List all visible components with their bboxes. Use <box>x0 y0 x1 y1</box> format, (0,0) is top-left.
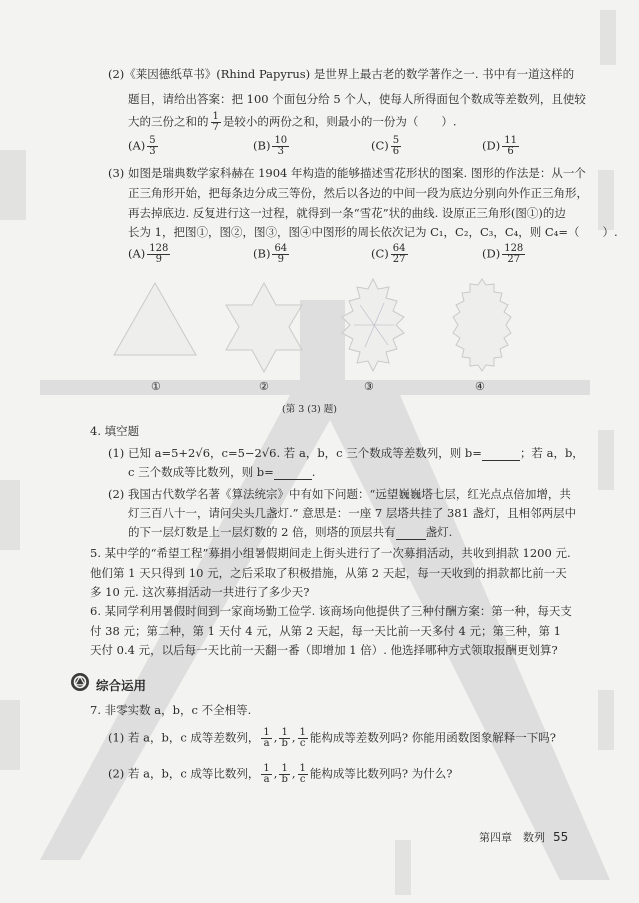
q3-3-line4: 长为 1，把图①，图②，图③，图④中图形的周长依次记为 C₁，C₂，C₃，C₄，则 C₄=（ ）. <box>128 225 618 239</box>
q3-2-line3 <box>128 112 457 133</box>
q6-line3: 天付 0.4 元，以后每一天比前一天翻一番（即增加 1 倍）. 他选择哪种方式领取报酬更划算? <box>90 643 558 657</box>
q3-2-option-a: (A) $\frac{5}{3}$ <box>128 135 156 157</box>
q5-line1: 5. 某中学的“希望工程”募捐小组暑假期间走上街头进行了一次募捐活动，共收到捐款 1200 元. <box>90 546 571 560</box>
chapter-label: 第四章 数列 <box>479 831 545 844</box>
q3-2-option-d: (D) $\frac{11}{6}$ <box>482 135 517 157</box>
q4-2-line1: (2) 我国古代数学名著《算法统宗》中有如下问题：“远望巍巍塔七层，红光点点倍加增，共 <box>108 487 571 501</box>
q3-2-option-c: (C) $\frac{5}{6}$ <box>371 135 400 157</box>
figure-label-2: ② <box>259 380 269 393</box>
q3-2-line1: (2)《莱因德纸草书》(Rhind Papyrus) 是世界上最古老的数学著作之一. 书中有一道这样的 <box>108 67 575 81</box>
snowflake-figure-1 <box>114 283 196 355</box>
figure-caption: (第 3 (3) 题) <box>282 404 337 415</box>
q4-1-line1: (1) 已知 a=5+2√6，c=5−2√6. 若 a，b，c 三个数成等差数列，则 b= ；若 a，b， <box>108 446 584 460</box>
q3-3-option-a: (A) $\frac{128}{9}$ <box>128 243 169 265</box>
q3-3-option-d: (D) $\frac{128}{27}$ <box>482 243 524 265</box>
q3-3-line3: 再去掉底边. 反复进行这一过程，就得到一条“雪花”状的曲线. 设原正三角形(图①)的边 <box>128 206 566 220</box>
q3-2-line2: 题目，请给出答案：把 100 个面包分给 5 个人，使每人所得面包个数成等差数列，且使较 <box>128 92 586 106</box>
answer-blank <box>274 465 312 480</box>
snowflake-figure-4 <box>453 279 511 371</box>
q3-3-line2: 正三角形开始，把每条边分成三等份，然后以各边的中间一段为底边分别向外作正三角形， <box>128 186 588 200</box>
q4-title: 4. 填空题 <box>90 424 140 438</box>
answer-blank <box>396 525 426 540</box>
section-title: 综合运用 <box>96 678 147 693</box>
page-number: 55 <box>553 830 569 844</box>
q3-3-line1: (3) 如图是瑞典数学家科赫在 1904 年构造的能够描述雪花形状的图案. 图形的作法是：从一个 <box>108 166 586 180</box>
q3-3-option-c: (C) $\frac{64}{27}$ <box>371 243 406 265</box>
koch-snowflake-figures <box>110 275 560 375</box>
q3-3-option-b: (B) $\frac{64}{9}$ <box>253 243 288 265</box>
q5-line3: 多 10 元. 这次募捐活动一共进行了多少天? <box>90 585 310 599</box>
figure-label-1: ① <box>151 380 161 393</box>
q7-line1: 7. 非零实数 a，b，c 不全相等. <box>90 703 252 717</box>
q4-1-line2: c 三个数成等比数列，则 b= . <box>128 465 316 479</box>
answer-blank <box>482 446 520 461</box>
q7-2: (2) 若 a，b，c 成等比数列， $\frac{1}{a}$ , $\frac{1}{b}$ , $\frac{1}{c}$ 能构成等比数列吗? 为什么? <box>108 763 453 785</box>
section-icon <box>70 672 90 692</box>
q3-2-option-b: (B) $\frac{10}{3}$ <box>253 135 288 157</box>
fraction-one-seventh: $\frac{1}{7}$ <box>212 111 219 133</box>
q3-2-line3-part2: 是较小的两份之和，则最小的一份为（ ）. <box>222 114 457 129</box>
snowflake-figure-2 <box>226 283 302 372</box>
page-footer <box>479 829 568 845</box>
figure-label-3: ③ <box>364 380 374 393</box>
q3-2-line3-part1: 大的三份之和的 <box>128 114 209 129</box>
q4-2-line2: 灯三百八十一，请问尖头几盏灯.” 意思是：一座 7 层塔共挂了 381 盏灯，且相邻两层中 <box>128 506 577 520</box>
q4-2-line3: 的下一层灯数是上一层灯数的 2 倍，则塔的顶层共有 盏灯. <box>128 525 453 539</box>
q6-line1: 6. 某同学利用暑假时间到一家商场勤工俭学. 该商场向他提供了三种付酬方案：第一种，每天支 <box>90 604 572 618</box>
q6-line2: 付 38 元；第二种，第 1 天付 4 元，从第 2 天起，每一天比前一天多付 4 元；第三种，第 1 <box>90 624 561 638</box>
q5-line2: 他们第 1 天只得到 10 元，之后采取了积极措施，从第 2 天起，每一天收到的捐款都比前一天 <box>90 566 567 580</box>
q7-1: (1) 若 a，b，c 成等差数列， $\frac{1}{a}$ , $\frac{1}{b}$ , $\frac{1}{c}$ 能构成等差数列吗? 你能用函数图象解释一下吗? <box>108 727 556 749</box>
figure-label-4: ④ <box>475 380 485 393</box>
